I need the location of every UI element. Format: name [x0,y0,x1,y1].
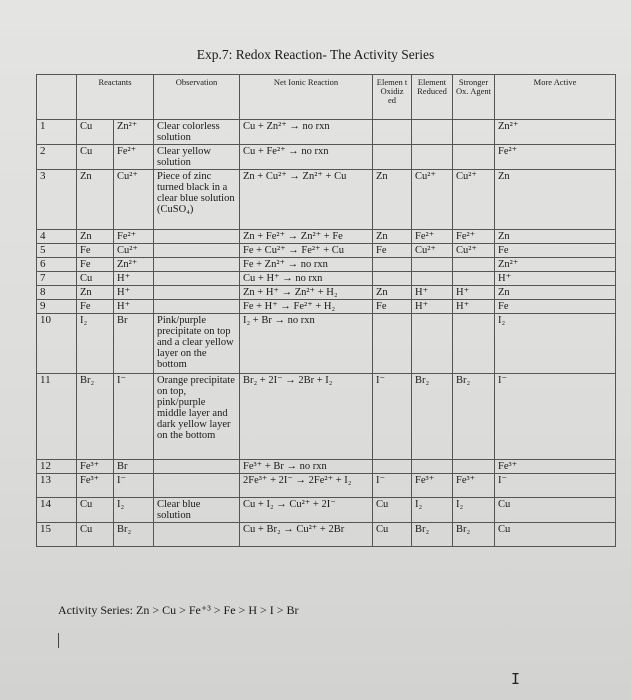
header-cell: Elemen t Oxidiz ed [373,75,412,120]
table-cell: Br₂ [453,523,495,547]
header-cell: Net Ionic Reaction [240,75,373,120]
table-cell: I₂ [114,498,154,523]
table-cell: Cu²⁺ [453,244,495,258]
table-cell [453,145,495,170]
table-cell: I₂ [412,498,453,523]
table-cell: Zn [77,170,114,230]
table-cell: Zn²⁺ [495,120,616,145]
table-row [37,314,616,374]
table-cell: Br₂ [114,523,154,547]
header-cell: Element Reduced [412,75,453,120]
table-cell: Cu [373,523,412,547]
table-cell [154,272,240,286]
table-cell: 2Fe³⁺ + 2I⁻ → 2Fe²⁺ + I₂ [240,474,373,498]
row-number: 12 [37,460,77,474]
table-cell [154,300,240,314]
table-cell [154,230,240,244]
table-cell [453,272,495,286]
table-cell [453,460,495,474]
row-number: 1 [37,120,77,145]
table-cell: Zn [77,230,114,244]
ibeam-cursor-icon: I [511,670,521,688]
table-row [37,374,616,460]
activity-series-table [36,74,616,547]
row-number: 10 [37,314,77,374]
table-cell [373,120,412,145]
table-cell [154,474,240,498]
table-cell [373,314,412,374]
table-cell: Fe [77,258,114,272]
table-cell: Fe²⁺ [114,145,154,170]
table-cell [412,460,453,474]
table-cell: Fe³⁺ + Br → no rxn [240,460,373,474]
table-cell: I⁻ [373,474,412,498]
table-cell: Cu²⁺ [114,170,154,230]
row-number: 14 [37,498,77,523]
table-row [37,474,616,498]
table-cell: Cu²⁺ [453,170,495,230]
table-cell: Fe³⁺ [453,474,495,498]
table-cell: Fe³⁺ [77,474,114,498]
activity-series-text: Activity Series: Zn > Cu > Fe⁺³ > Fe > H > I > Br [58,603,299,617]
table-cell: Cu [77,145,114,170]
table-cell: Br [114,314,154,374]
table-cell: Cu [77,523,114,547]
table-cell: Cu [77,272,114,286]
table-cell: Br₂ + 2I⁻ → 2Br + I₂ [240,374,373,460]
table-cell: Cu [373,498,412,523]
table-cell: Zn [77,286,114,300]
table-cell [412,120,453,145]
table-cell: H⁺ [453,286,495,300]
table-cell [154,460,240,474]
table-cell: H⁺ [114,300,154,314]
table-cell: Fe²⁺ [495,145,616,170]
table-cell: Br₂ [412,374,453,460]
table-cell: Zn + H⁺ → Zn²⁺ + H₂ [240,286,373,300]
table-cell: Zn [373,230,412,244]
table-cell: Cu [495,498,616,523]
table-cell [154,286,240,300]
row-number: 11 [37,374,77,460]
table-row [37,286,616,300]
table-row [37,300,616,314]
header-cell: Reactants [77,75,154,120]
table-cell: Pink/purple precipitate on top and a clear yellow layer on the bottom [154,314,240,374]
table-row [37,523,616,547]
table-row [37,170,616,230]
table-cell: I⁻ [495,374,616,460]
table-row [37,498,616,523]
row-number: 3 [37,170,77,230]
table-cell: I₂ [77,314,114,374]
table-cell: Fe [373,300,412,314]
table-cell: H⁺ [412,286,453,300]
row-number: 7 [37,272,77,286]
row-number: 4 [37,230,77,244]
table-row [37,120,616,145]
row-number: 5 [37,244,77,258]
table-cell: I⁻ [114,374,154,460]
table-cell: Fe³⁺ [77,460,114,474]
row-number: 6 [37,258,77,272]
table-cell: Cu [77,120,114,145]
table-cell: Fe [77,244,114,258]
table-cell: I₂ + Br → no rxn [240,314,373,374]
table-cell: Fe³⁺ [495,460,616,474]
table-cell: Fe [495,300,616,314]
table-cell: Clear blue solution [154,498,240,523]
table-cell: Fe³⁺ [412,474,453,498]
table-row [37,272,616,286]
table-cell: Orange precipitate on top, pink/purple middle layer and dark yellow layer on the bottom [154,374,240,460]
table-cell [412,314,453,374]
table-cell [373,145,412,170]
table-cell: Cu + Fe²⁺ → no rxn [240,145,373,170]
table-cell: Cu²⁺ [412,170,453,230]
header-cell: Observation [154,75,240,120]
table-cell: Zn²⁺ [114,120,154,145]
page-title: Exp.7: Redox Reaction- The Activity Series [196,47,435,62]
table-cell: Zn [495,230,616,244]
table-row [37,258,616,272]
table-cell [412,145,453,170]
table-cell [154,258,240,272]
table-cell: Zn + Cu²⁺ → Zn²⁺ + Cu [240,170,373,230]
table-cell: Cu²⁺ [114,244,154,258]
table-cell: Cu + Br₂ → Cu²⁺ + 2Br [240,523,373,547]
table-cell [154,244,240,258]
table-cell: H⁺ [495,272,616,286]
table-cell: Br₂ [453,374,495,460]
table-cell: Cu + Zn²⁺ → no rxn [240,120,373,145]
table-cell: Fe [373,244,412,258]
row-number: 2 [37,145,77,170]
table-cell: Cu [495,523,616,547]
table-cell: Zn [373,170,412,230]
header-cell: More Active [495,75,616,120]
table-cell: Clear colorless solution [154,120,240,145]
table-cell: I⁻ [495,474,616,498]
table-cell: Zn + Fe²⁺ → Zn²⁺ + Fe [240,230,373,244]
table-cell [412,258,453,272]
table-cell: H⁺ [114,272,154,286]
table-cell [412,272,453,286]
table-row [37,230,616,244]
table-cell: H⁺ [453,300,495,314]
table-cell: Cu²⁺ [412,244,453,258]
table-cell [453,258,495,272]
table-cell: Zn [373,286,412,300]
table-row [37,244,616,258]
table-cell [453,314,495,374]
table-row [37,460,616,474]
row-number: 8 [37,286,77,300]
table-cell: Br [114,460,154,474]
table-cell [373,460,412,474]
table-cell [453,120,495,145]
table-cell: Piece of zinc turned black in a clear blue solution (CuSO₄) [154,170,240,230]
header-cell [37,75,77,120]
table-cell: I₂ [495,314,616,374]
table-cell: Fe²⁺ [453,230,495,244]
header-row [37,75,616,120]
header-cell: Stronger Ox. Agent [453,75,495,120]
table-cell: Zn²⁺ [114,258,154,272]
table-cell: Fe + Zn²⁺ → no rxn [240,258,373,272]
table-cell: Br₂ [77,374,114,460]
table-cell: Zn²⁺ [495,258,616,272]
table-cell [373,258,412,272]
table-cell [154,523,240,547]
row-number: 13 [37,474,77,498]
row-number: 15 [37,523,77,547]
table-cell: Fe²⁺ [412,230,453,244]
table-row [37,145,616,170]
table-cell: Fe + Cu²⁺ → Fe²⁺ + Cu [240,244,373,258]
table-cell: Clear yellow solution [154,145,240,170]
table-cell: Zn [495,170,616,230]
table-cell: I⁻ [114,474,154,498]
table-cell: Fe [495,244,616,258]
table-cell: Br₂ [412,523,453,547]
table-cell: H⁺ [114,286,154,300]
table-cell: Fe²⁺ [114,230,154,244]
table-cell: Fe [77,300,114,314]
table-cell: H⁺ [412,300,453,314]
table-cell: Fe + H⁺ → Fe²⁺ + H₂ [240,300,373,314]
text-caret [58,633,59,648]
table-cell: Zn [495,286,616,300]
table-cell: Cu [77,498,114,523]
table-cell: Cu + H⁺ → no rxn [240,272,373,286]
row-number: 9 [37,300,77,314]
table-cell: Cu + I₂ → Cu²⁺ + 2I⁻ [240,498,373,523]
table-cell: I⁻ [373,374,412,460]
table-cell: I₂ [453,498,495,523]
table-cell [373,272,412,286]
